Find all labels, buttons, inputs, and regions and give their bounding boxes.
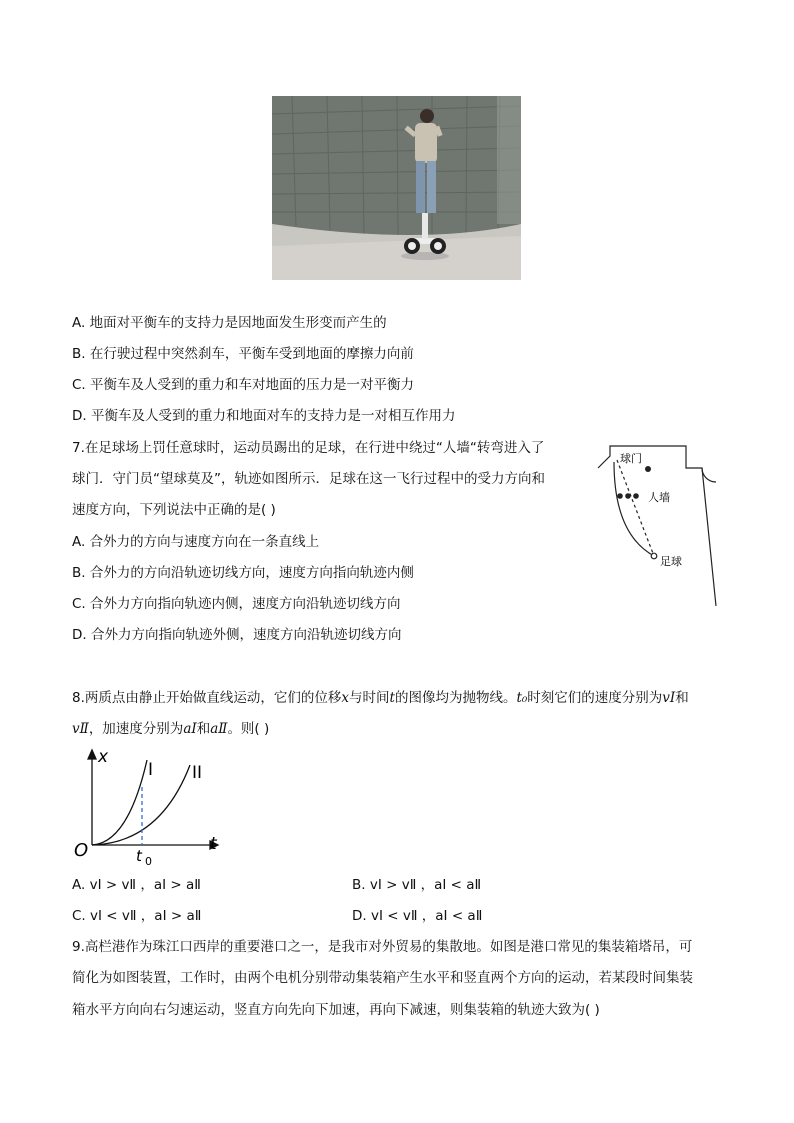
q9-stem-line-3: 箱水平方向向右匀速运动，竖直方向先向下加速，再向下减速，则集装箱的轨迹大致为( ) bbox=[72, 1002, 600, 1018]
q7-stem-line-3: 速度方向，下列说法中正确的是( ) bbox=[72, 502, 276, 518]
goal-point bbox=[645, 466, 651, 472]
q8-stem-text: 和 bbox=[196, 721, 211, 737]
q6-option-d: D. 平衡车及人受到的重力和地面对车的支持力是一对相互作用力 bbox=[72, 408, 456, 424]
ball-trajectory bbox=[614, 462, 654, 556]
q8-option-a: A. vⅠ > vⅡ ，aⅠ > aⅡ bbox=[72, 877, 201, 893]
q8-var-x: x bbox=[341, 690, 350, 706]
t-axis-label: t bbox=[210, 834, 217, 854]
q7-option-c: C. 合外力方向指向轨迹内侧，速度方向沿轨迹切线方向 bbox=[72, 596, 401, 612]
q8-stem-line-2 bbox=[72, 719, 269, 739]
q7-stem-line-2: 球门．守门员“望球莫及”，轨迹如图所示．足球在这一飞行过程中的受力方向和 bbox=[72, 471, 545, 487]
q9-stem-line-2: 简化为如图装置，工作时，由两个电机分别带动集装箱产生水平和竖直两个方向的运动，若某段时间集装 bbox=[72, 970, 693, 986]
wall-label: 人墙 bbox=[648, 491, 670, 504]
q8-var-t0: t₀ bbox=[516, 690, 528, 706]
q8-stem-text: ，加速度分别为 bbox=[88, 721, 184, 737]
q8-var-a1: aⅠ bbox=[183, 721, 197, 737]
curve-i-label: I bbox=[148, 760, 154, 780]
q9-stem-line-1: 9.高栏港作为珠江口西岸的重要港口之一，是我市对外贸易的集散地。如图是港口常见的集装箱塔吊，可 bbox=[72, 939, 693, 955]
q6-option-a: A. 地面对平衡车的支持力是因地面发生形变而产生的 bbox=[72, 315, 387, 331]
q8-var-a2: aⅡ bbox=[210, 721, 228, 737]
q8-option-b: B. vⅠ > vⅡ ，aⅠ < aⅡ bbox=[352, 877, 482, 893]
q7-option-b: B. 合外力的方向沿轨迹切线方向，速度方向指向轨迹内侧 bbox=[72, 565, 414, 581]
ball-label: 足球 bbox=[660, 555, 682, 568]
q8-var-t: t bbox=[389, 690, 395, 706]
ball-point bbox=[651, 553, 657, 559]
t0-subscript: 0 bbox=[145, 855, 152, 868]
q6-option-b: B. 在行驶过程中突然刹车，平衡车受到地面的摩擦力向前 bbox=[72, 346, 414, 362]
x-axis-arrow bbox=[88, 750, 96, 759]
q7-option-d: D. 合外力方向指向轨迹外侧，速度方向沿轨迹切线方向 bbox=[72, 627, 402, 643]
origin-label: O bbox=[74, 840, 89, 861]
self-balancing-scooter-photo bbox=[272, 96, 521, 280]
t0-label: t bbox=[136, 847, 142, 865]
x-t-graph bbox=[70, 745, 230, 870]
q6-option-c: C. 平衡车及人受到的重力和车对地面的压力是一对平衡力 bbox=[72, 377, 415, 393]
q8-option-d: D. vⅠ < vⅡ ，aⅠ < aⅡ bbox=[352, 908, 483, 924]
wall-player bbox=[633, 493, 639, 499]
q7-option-a: A. 合外力的方向与速度方向在一条直线上 bbox=[72, 534, 320, 550]
q8-var-v1: vⅠ bbox=[662, 690, 676, 706]
q8-stem-text: 的图像均为抛物线。 bbox=[394, 690, 517, 706]
football-trajectory-diagram bbox=[594, 444, 724, 614]
q8-stem-text: 和 bbox=[675, 690, 689, 706]
x-axis-label: x bbox=[98, 747, 109, 767]
corner-arc bbox=[702, 468, 716, 482]
q8-stem-text: 与时间 bbox=[349, 690, 390, 706]
q8-stem-text: 8.两质点由静止开始做直线运动，它们的位移 bbox=[72, 690, 342, 706]
q7-stem-line-1: 7.在足球场上罚任意球时，运动员踢出的足球，在行进中绕过“人墙“转弯进入了 bbox=[72, 440, 545, 456]
goal-label: 球门 bbox=[620, 452, 642, 465]
wall-player bbox=[617, 493, 623, 499]
q8-stem-text: 。则( ) bbox=[227, 721, 270, 737]
q8-stem-text: 时刻它们的速度分别为 bbox=[527, 690, 663, 706]
q8-option-c: C. vⅠ < vⅡ ，aⅠ > aⅡ bbox=[72, 908, 202, 924]
curve-ii-label: II bbox=[192, 763, 203, 783]
field-boundary bbox=[598, 446, 716, 606]
wall-player bbox=[625, 493, 631, 499]
q8-stem-line-1 bbox=[72, 688, 689, 708]
curve-ii bbox=[92, 765, 190, 845]
q8-var-v2: vⅡ bbox=[72, 721, 89, 737]
